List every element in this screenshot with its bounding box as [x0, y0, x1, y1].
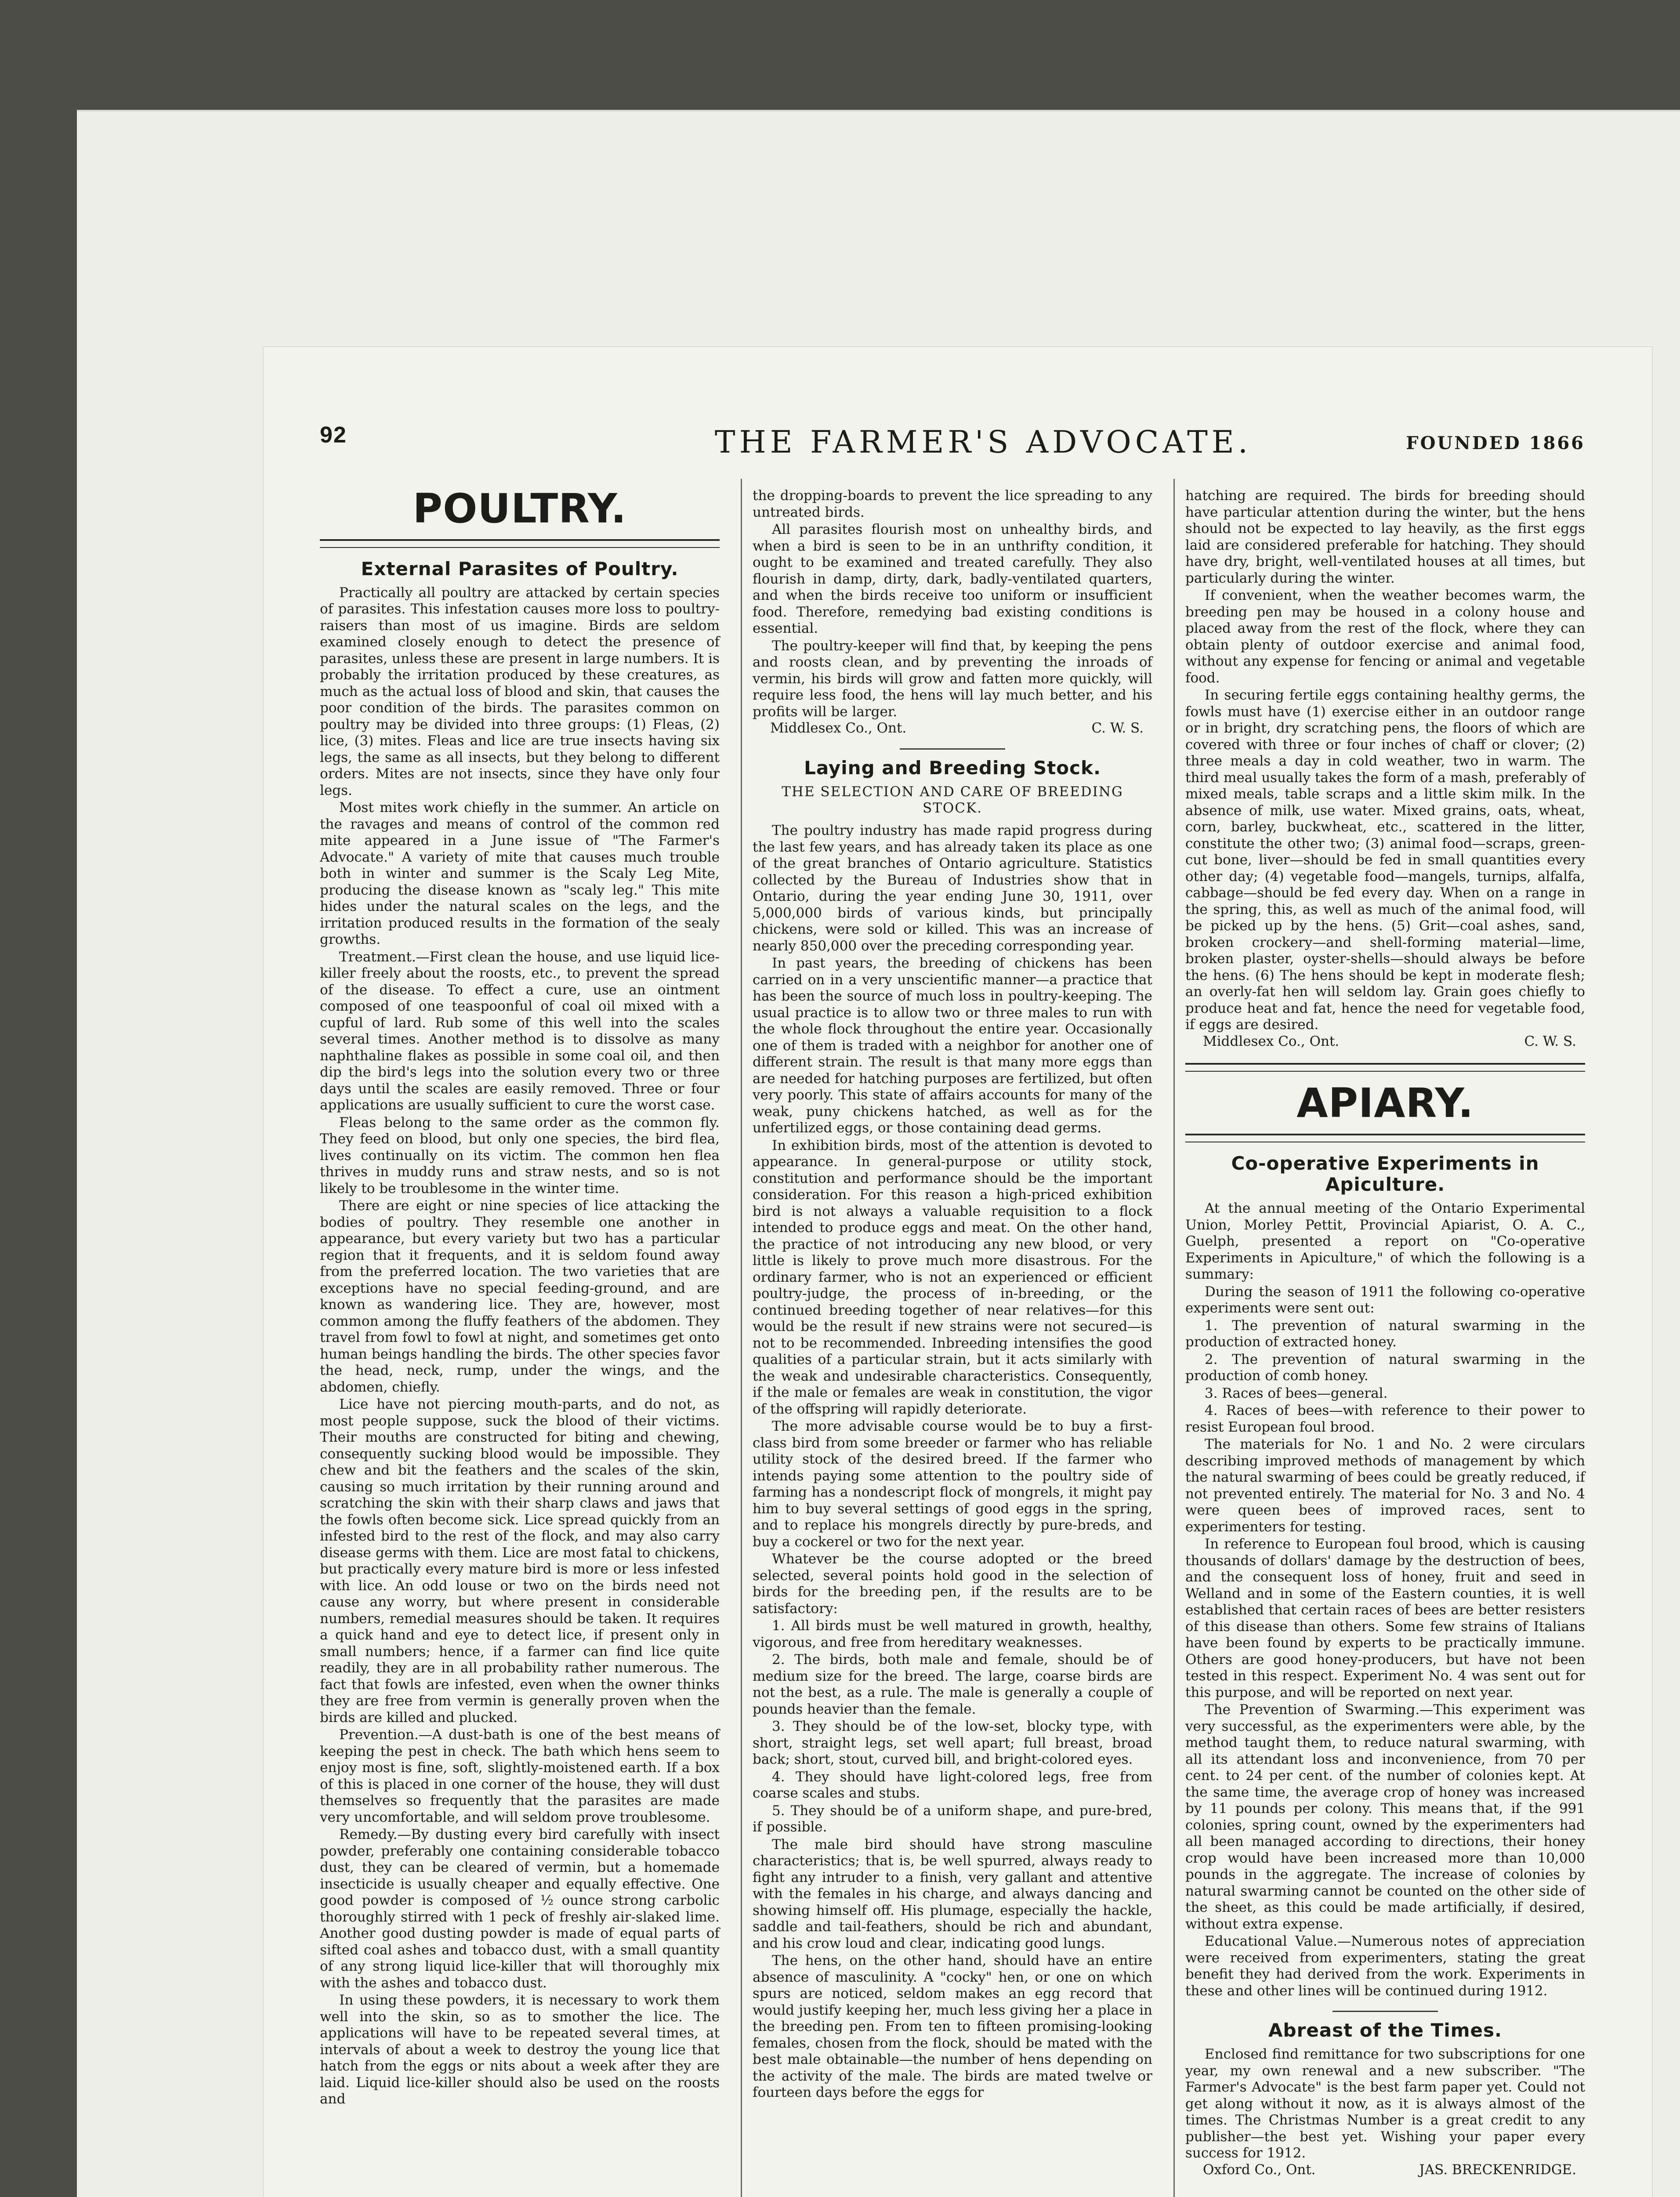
column-rule — [1173, 479, 1175, 2197]
paragraph: Prevention.—A dust-bath is one of the best means of keeping the pest in check. The bath which hens seem to enjoy most is fine, soft, slightly-moistened earth. If a box of this is placed in one corner of the house, they will dust themselves so frequently that the parasites are made very uncomfortable, and will seldom prove troublesome. — [320, 1727, 720, 1825]
article-title: External Parasites of Poultry. — [361, 558, 679, 580]
article-separator — [1332, 2011, 1438, 2012]
column-rule — [741, 479, 742, 2197]
article-title: Co-operative Experiments in Apiculture. — [1231, 1152, 1539, 1195]
paragraph: The hens, on the other hand, should have an entire absence of masculinity. A "cocky" hen, or one on which spurs are noticed, seldom makes an egg record that would justify keeping her, much less giving her a place in the breeding pen. From ten to fifteen promising-looking females, chosen from the flock, should be mated with the best male obtainable—the number of hens depending on the activity of the male. The birds are mated twelve or fourteen days before the eggs for — [753, 1953, 1152, 2101]
paragraph: At the annual meeting of the Ontario Experimental Union, Morley Pettit, Provincial Apiarist, O. A. C., Guelph, presented a report on "Co-operative Experiments in Apiculture," of which the following is a summary: — [1185, 1200, 1585, 1283]
signature-line — [753, 720, 1152, 737]
page-content — [320, 422, 1585, 2197]
newspaper-page — [264, 347, 1652, 2197]
department-rule — [1185, 1063, 1585, 1072]
signature-place: Oxford Co., Ont. — [1203, 2161, 1316, 2178]
paragraph: In exhibition birds, most of the attention is devoted to appearance. In general-purpose or utility stock, constitution and performance should be the important consideration. For this reason a high-priced exhibition bird is not always a valuable requisition to a flock intended to produce eggs and meat. On the other hand, the practice of not introducing any new blood, or very little is likely to prove much more disastrous. For the ordinary farmer, who is not an experienced or efficient poultry-judge, the process of in-breeding, or the continued breeding together of near relatives—for this would be the result if new strains were not secured—is not to be recommended. Inbreeding intensifies the good qualities of a particular strain, but it acts similarly with the weak and undesirable characteristics. Consequently, if the male or females are weak in constitution, the vigor of the offspring will rapidly deteriorate. — [753, 1137, 1152, 1417]
page-header — [320, 422, 1585, 475]
paragraph: The more advisable course would be to buy a first-class bird from some breeder or farmer who has reliable utility stock of the desired breed. If the farmer who intends paying some attention to the poultry side of farming has a nondescript flock of mongrels, it might pay him to buy several settings of good eggs in the spring, and to replace his mongrels directly by pure-breds, and buy a cockerel or two for the next year. — [753, 1418, 1152, 1550]
paragraph: In reference to European foul brood, which is causing thousands of dollars' damage by the destruction of bees, and the consequent loss of honey, fruit and seed in Welland and in some of the Eastern counties, it is well established that certain races of bees are better resisters of this disease than others. Some few strains of Italians have been found by experts to be practically immune. Others are good honey-producers, but have not been tested in this respect. Experiment No. 4 was sent out for this purpose, and will be reported on next year. — [1185, 1536, 1585, 1700]
founded-line: FOUNDED 1866 — [1406, 433, 1585, 453]
paragraph: In securing fertile eggs containing healthy germs, the fowls must have (1) exercise either in an outdoor range or in bright, dry scratching pens, the floors of which are covered with three or four inches of chaff or clover; (2) three meals a day in cold weather, two in warm. The third meal usually takes the form of a mash, preferably of mixed meals, table scraps and a little skim milk. In the absence of milk, use water. Mixed grains, oats, wheat, corn, barley, buckwheat, etc., scattered in the litter, constitute the other two; (3) animal food—scraps, green-cut bone, liver—should be fed in small quantities every other day; (4) vegetable food—mangels, turnips, alfalfa, cabbage—should be fed every day. When on a range in the spring, this, as well as much of the animal food, will be picked up by the hens. (5) Grit—coal ashes, sand, broken crockery—and shell-forming material—lime, broken plaster, oyster-shells—should always be before the hens. (6) The hens should be kept in moderate flesh; an overly-fat hen will seldom lay. Grain goes chiefly to produce heat and fat, hence the need for vegetable food, if eggs are desired. — [1185, 687, 1585, 1033]
list-item: 1. The prevention of natural swarming in the production of extracted honey. — [1185, 1317, 1585, 1350]
list-item: 4. Races of bees—with reference to their power to resist European foul brood. — [1185, 1403, 1585, 1435]
paragraph: The Prevention of Swarming.—This experiment was very successful, as the experimenters were able, by the method taught them, to reduce natural swarming, with all its attendant loss and inconvenience, from 70 per cent. to 24 per cent. of the number of colonies kept. At the same time, the average crop of honey was increased by 11 pounds per colony. This means that, if the 991 colonies, spring count, owned by the experimenters had all been managed according to directions, their honey crop would have been increased more than 10,000 pounds in the aggregate. The increase of colonies by natural swarming cannot be counted on the other side of the sheet, as this could be made artificially, if desired, without extra expense. — [1185, 1702, 1585, 1932]
signature-line — [1185, 1033, 1585, 1050]
masthead: THE FARMER'S ADVOCATE. — [714, 424, 1252, 460]
paragraph: Whatever be the course adopted or the breed selected, several points hold good in the selection of birds for the breeding pen, if the results are to be satisfactory: — [753, 1551, 1152, 1617]
paragraph: the dropping-boards to prevent the lice spreading to any untreated birds. — [753, 488, 1152, 520]
list-item: 4. They should have light-colored legs, free from coarse scales and stubs. — [753, 1769, 1152, 1802]
paragraph: Remedy.—By dusting every bird carefully with insect powder, preferably one containing considerable tobacco dust, they can be cleared of vermin, but a homemade insecticide is usually cheaper and equally effective. One good powder is composed of ½ ounce strong carbolic thoroughly stirred with 1 peck of freshly air-slaked lime. Another good dusting powder is made of equal parts of sifted coal ashes and tobacco dust, with a small quantity of any strong liquid lice-killer that will thoroughly mix with the ashes and tobacco dust. — [320, 1827, 720, 1991]
signature-name: JAS. BRECKENRIDGE. — [1419, 2161, 1576, 2178]
paragraph: hatching are required. The birds for breeding should have particular attention during the winter, but the hens should not be expected to lay heavily, as the first eggs laid are considered preferable for hatching. They should have dry, bright, well-ventilated houses at all times, but particularly during the winter. — [1185, 488, 1585, 586]
department-rule — [320, 539, 720, 548]
list-item: 1. All birds must be well matured in growth, healthy, vigorous, and free from hereditary weaknesses. — [753, 1618, 1152, 1650]
article-title: Abreast of the Times. — [1268, 2019, 1502, 2041]
signature-initials: C. W. S. — [1091, 720, 1144, 736]
paragraph: The male bird should have strong masculine characteristics; that is, be well spurred, always ready to fight any intruder to a finish, very gallant and attentive with the females in his charge, and always dancing and showing himself off. His plumage, especially the hackle, saddle and tail-feathers, should be rich and abundant, and his crow loud and clear, indicating good lungs. — [753, 1836, 1152, 1951]
department-rule — [1185, 1134, 1585, 1142]
paragraph: There are eight or nine species of lice attacking the bodies of poultry. They resemble one another in appearance, but every variety but two has a particular region that it frequents, and it is seldom found away from the preferred location. The two varieties that are exceptions have no special feeding-ground, and are known as wandering lice. They are, however, most common among the fluffy feathers of the abdomen. They travel from fowl to fowl at night, and sometimes get onto human beings handling the birds. The other species favor the head, neck, rump, under the wings, and the abdomen, chiefly. — [320, 1198, 720, 1395]
paragraph: The materials for No. 1 and No. 2 were circulars describing improved methods of management by which the natural swarming of bees could be greatly reduced, if not prevented entirely. The material for No. 3 and No. 4 were queen bees of improved races, sent to experimenters for testing. — [1185, 1436, 1585, 1535]
list-item: 3. They should be of the low-set, blocky type, with short, straight legs, set well apart; full breast, broad back; short, stout, curved bill, and bright-colored eyes. — [753, 1718, 1152, 1768]
paragraph: Treatment.—First clean the house, and use liquid lice-killer freely about the roosts, etc., to prevent the spread of the disease. To effect a cure, use an ointment composed of one teaspoonful of coal oil mixed with a cupful of lard. Rub some of this well into the scales several times. Another method is to dissolve as many naphthaline flakes as possible in some coal oil, and then dip the bird's legs into the solution every two or three days until the scales are easily removed. Three or four applications are usually sufficient to cure the worst case. — [320, 949, 720, 1113]
back-sheet-edge — [77, 110, 1680, 112]
paragraph: Enclosed find remittance for two subscriptions for one year, my own renewal and a new subscriber. "The Farmer's Advocate" is the best farm paper yet. Could not get along without it now, as it is always almost of the times. The Christmas Number is a great credit to any publisher—the best yet. Wishing your paper every success for 1912. — [1185, 2046, 1585, 2161]
paragraph: Educational Value.—Numerous notes of appreciation were received from experimenters, stating the great benefit they had derived from the work. Experiments in these and other lines will be continued during 1912. — [1185, 1933, 1585, 1999]
paragraph: If convenient, when the weather becomes warm, the breeding pen may be housed in a colony house and placed away from the rest of the flock, where they can obtain plenty of outdoor exercise and animal food, without any expense for fencing or animal and vegetable food. — [1185, 587, 1585, 686]
paragraph: Practically all poultry are attacked by certain species of parasites. This infestation causes more loss to poultry-raisers than most of us imagine. Birds are seldom examined closely enough to detect the presence of parasites, unless these are present in large numbers. It is probably the irritation produced by these creatures, as much as the actual loss of blood and skin, that causes the poor condition of the birds. The parasites common on poultry may be divided into three groups: (1) Fleas, (2) lice, (3) mites. Fleas and lice are true insects having six legs, the same as all insects, but they belong to different orders. Mites are not insects, since they have only four legs. — [320, 584, 720, 798]
article-separator — [900, 748, 1005, 750]
column-breeding — [753, 488, 1152, 2101]
paragraph: In past years, the breeding of chickens has been carried on in a very unscientific manner—a practice that has been the source of much loss in poultry-keeping. The usual practice is to allow two or three males to run with the whole flock throughout the entire year. Occasionally one of them is traded with a neighbor for another one of different strain. The result is that many more eggs than are needed for hatching purposes are fertilized, but often very poorly. This state of affairs accounts for many of the weak, puny chickens hatched, as well as for the unfertilized eggs, or those containing dead germs. — [753, 955, 1152, 1136]
paragraph: During the season of 1911 the following co-operative experiments were sent out: — [1185, 1283, 1585, 1316]
signature-place: Middlesex Co., Ont. — [1203, 1033, 1340, 1049]
column-poultry — [320, 485, 720, 2108]
list-item: 2. The prevention of natural swarming in the production of comb honey. — [1185, 1351, 1585, 1384]
list-item: 2. The birds, both male and female, should be of medium size for the breed. The large, coarse birds are not the best, as a rule. The male is generally a couple of pounds heavier than the female. — [753, 1652, 1152, 1717]
paragraph: The poultry industry has made rapid progress during the last few years, and has already taken its place as one of the great branches of Ontario agriculture. Statistics collected by the Bureau of Industries show that in Ontario, during the year ending June 30, 1911, over 5,000,000 birds of various kinds, but principally chickens, were sold or killed. This was an increase of nearly 850,000 over the preceding corresponding year. — [753, 823, 1152, 954]
list-item: 5. They should be of a uniform shape, and pure-bred, if possible. — [753, 1802, 1152, 1835]
column-apiary — [1185, 488, 1585, 2178]
signature-line — [1185, 2162, 1585, 2179]
page-number: 92 — [320, 422, 347, 448]
signature-place: Middlesex Co., Ont. — [770, 720, 907, 736]
department-title: APIARY. — [1296, 1080, 1474, 1127]
paragraph: All parasites flourish most on unhealthy birds, and when a bird is seen to be in an unthrifty condition, it ought to be examined and treated carefully. They also flourish in damp, dirty, dark, badly-ventilated quarters, and when the birds receive too uniform or insufficient food. Therefore, remedying bad existing conditions is essential. — [753, 522, 1152, 636]
paragraph: Lice have not piercing mouth-parts, and do not, as most people suppose, suck the blood of their victims. Their mouths are constructed for biting and chewing, consequently sucking blood would be impossible. They chew and bit the feathers and the scales of the skin, causing so much irritation by their running around and scratching the skin with their sharp claws and jaws that the fowls often become sick. Lice spread quickly from an infested bird to the rest of the flock, and may also carry disease germs with them. Lice are most fatal to chickens, but practically every mature bird is more or less infested with lice. An odd louse or two on the birds need not cause any worry, but where present in considerable numbers, remedial measures should be taken. It requires a quick hand and eye to detect lice, if present only in small numbers; hence, if a farmer can find lice quite readily, they are in all probability rather numerous. The fact that fowls are infested, even when the owner thinks they are free from vermin is generally proven when the birds are killed and plucked. — [320, 1396, 720, 1726]
paragraph: Fleas belong to the same order as the common fly. They feed on blood, but only one species, the bird flea, lives continually on its victim. The common hen flea thrives in muddy runs and straw nests, and so is not likely to be troublesome in the winter time. — [320, 1114, 720, 1196]
article-title: Laying and Breeding Stock. — [804, 757, 1101, 779]
paragraph: In using these powders, it is necessary to work them well into the skin, so as to smother the lice. The applications will have to be repeated several times, at intervals of about a week to destroy the young lice that hatch from the eggs or nits about a week after they are laid. Liquid lice-killer should also be used on the roosts and — [320, 1992, 720, 2107]
paragraph: The poultry-keeper will find that, by keeping the pens and roosts clean, and by preventing the inroads of vermin, his birds will grow and fatten more quickly, will require less food, the hens will lay much better, and his profits will be larger. — [753, 638, 1152, 720]
list-item: 3. Races of bees—general. — [1205, 1385, 1388, 1401]
scan-background — [0, 0, 1680, 110]
paragraph: Most mites work chiefly in the summer. An article on the ravages and means of control of the common red mite appeared in a June issue of "The Farmer's Advocate." A variety of mite that causes much trouble both in winter and summer is the Scaly Leg Mite, producing the disease known as "scaly leg." This mite hides under the natural scales on the legs, and the irritation produced results in the formation of the sealy growths. — [320, 800, 720, 948]
article-subtitle: THE SELECTION AND CARE OF BREEDING STOCK. — [782, 783, 1123, 816]
signature-initials: C. W. S. — [1524, 1033, 1576, 1049]
department-title: POULTRY. — [413, 485, 627, 532]
